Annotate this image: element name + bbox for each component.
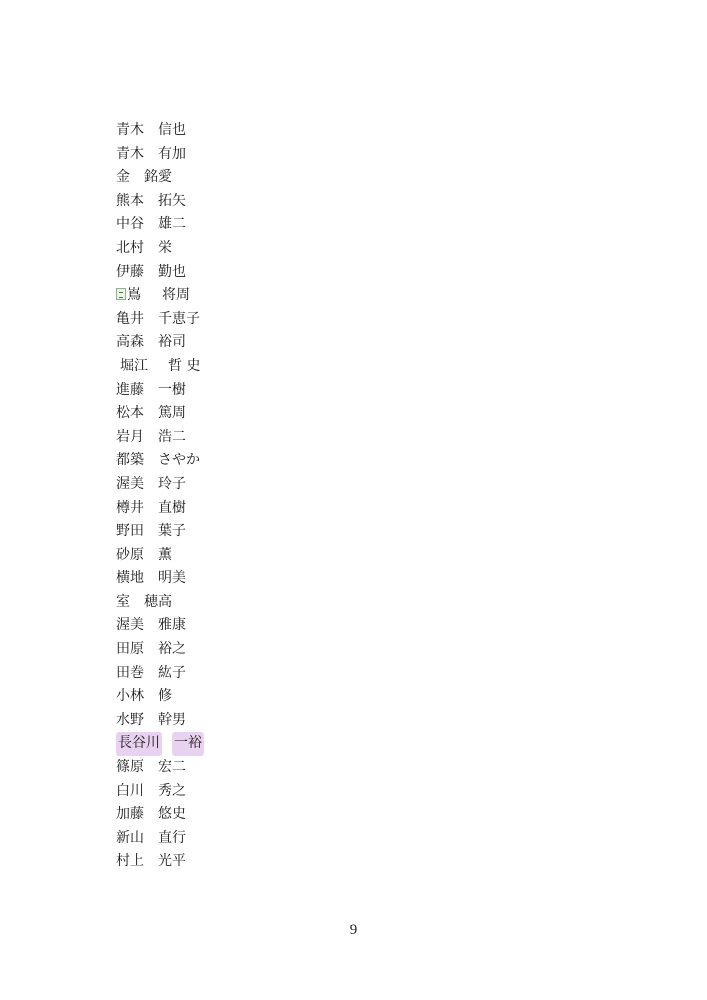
surname: 亀井 xyxy=(116,310,144,327)
list-item xyxy=(116,709,204,733)
list-item xyxy=(116,355,204,379)
surname: 中谷 xyxy=(116,216,144,233)
list-item xyxy=(116,261,204,285)
surname: 金 xyxy=(116,169,130,186)
given-name: 秀之 xyxy=(158,782,186,799)
surname: 加藤 xyxy=(116,806,144,823)
given-name: 穂高 xyxy=(144,593,172,610)
list-item xyxy=(116,685,204,709)
surname: 篠原 xyxy=(116,759,144,776)
given-name: さやか xyxy=(158,452,200,469)
given-name: 宏二 xyxy=(158,759,186,776)
list-item xyxy=(116,213,204,237)
given-name: 篤周 xyxy=(158,405,186,422)
list-item xyxy=(116,614,204,638)
list-item xyxy=(116,237,204,261)
given-name: 栄 xyxy=(158,239,172,256)
surname: 樽井 xyxy=(116,499,144,516)
given-name: 紘子 xyxy=(158,664,186,681)
given-name: 銘愛 xyxy=(144,169,172,186)
highlighted-list-item xyxy=(116,732,204,756)
given-name: 千恵子 xyxy=(158,310,200,327)
surname: 嶌 xyxy=(127,287,141,304)
given-name: 直行 xyxy=(158,829,186,846)
surname: 水野 xyxy=(116,711,144,728)
surname: 高森 xyxy=(116,334,144,351)
list-item xyxy=(116,426,204,450)
list-item xyxy=(116,567,204,591)
surname: 白川 xyxy=(116,782,144,799)
list-item xyxy=(116,402,204,426)
given-name: 拓矢 xyxy=(158,192,186,209)
surname: 北村 xyxy=(116,239,144,256)
surname: 都築 xyxy=(116,452,144,469)
given-name: 直樹 xyxy=(158,499,186,516)
given-name: 明美 xyxy=(158,570,186,587)
surname-with-mark xyxy=(116,284,162,308)
surname: 村上 xyxy=(116,853,144,870)
list-item xyxy=(116,166,204,190)
surname: 岩月 xyxy=(116,428,144,445)
surname: 青木 xyxy=(116,145,144,162)
surname: 小林 xyxy=(116,688,144,705)
surname: 横地 xyxy=(116,570,144,587)
list-item xyxy=(116,143,204,167)
surname: 室 xyxy=(116,593,130,610)
list-item xyxy=(116,638,204,662)
surname: 砂原 xyxy=(116,546,144,563)
given-name: 修 xyxy=(158,688,172,705)
given-name: 一樹 xyxy=(158,381,186,398)
given-name: 悠史 xyxy=(158,806,186,823)
given-name: 有加 xyxy=(158,145,186,162)
list-item xyxy=(116,190,204,214)
given-name: 幹男 xyxy=(158,711,186,728)
given-name: 薫 xyxy=(158,546,172,563)
surname: 新山 xyxy=(116,829,144,846)
list-item xyxy=(116,473,204,497)
page-number: 9 xyxy=(349,922,358,938)
list-item xyxy=(116,662,204,686)
list-item xyxy=(116,803,204,827)
list-item xyxy=(116,850,204,874)
given-name: 雄二 xyxy=(158,216,186,233)
given-name: 裕司 xyxy=(158,334,186,351)
annotation-mark-icon xyxy=(116,288,126,300)
name-list xyxy=(116,119,204,874)
surname: 進藤 xyxy=(116,381,144,398)
list-item xyxy=(116,331,204,355)
list-item xyxy=(116,119,204,143)
surname: 渥美 xyxy=(116,617,144,634)
list-item xyxy=(116,591,204,615)
given-name: 哲 史 xyxy=(168,357,201,374)
surname: 渥美 xyxy=(116,475,144,492)
list-item xyxy=(116,780,204,804)
list-item xyxy=(116,284,204,308)
surname: 田原 xyxy=(116,641,144,658)
given-name: 玲子 xyxy=(158,475,186,492)
given-name: 信也 xyxy=(158,122,186,138)
list-item xyxy=(116,379,204,403)
given-name: 勤也 xyxy=(158,263,186,280)
list-item xyxy=(116,449,204,473)
surname: 熊本 xyxy=(116,192,144,209)
list-item xyxy=(116,497,204,521)
list-item xyxy=(116,756,204,780)
surname: 田巻 xyxy=(116,664,144,681)
list-item xyxy=(116,308,204,332)
given-name: 浩二 xyxy=(158,428,186,445)
list-item xyxy=(116,827,204,851)
given-name: 裕之 xyxy=(158,641,186,658)
surname: 堀江 xyxy=(120,357,148,374)
given-name: 光平 xyxy=(158,853,186,870)
surname: 青木 xyxy=(116,122,144,138)
surname: 松本 xyxy=(116,405,144,422)
given-name: 将周 xyxy=(162,287,190,304)
given-name: 葉子 xyxy=(158,523,186,540)
surname: 野田 xyxy=(116,523,144,540)
highlighted-given-name: 一裕 xyxy=(172,732,204,756)
given-name: 雅康 xyxy=(158,617,186,634)
list-item xyxy=(116,520,204,544)
list-item xyxy=(116,544,204,568)
surname: 伊藤 xyxy=(116,263,144,280)
highlighted-surname: 長谷川 xyxy=(116,732,162,756)
